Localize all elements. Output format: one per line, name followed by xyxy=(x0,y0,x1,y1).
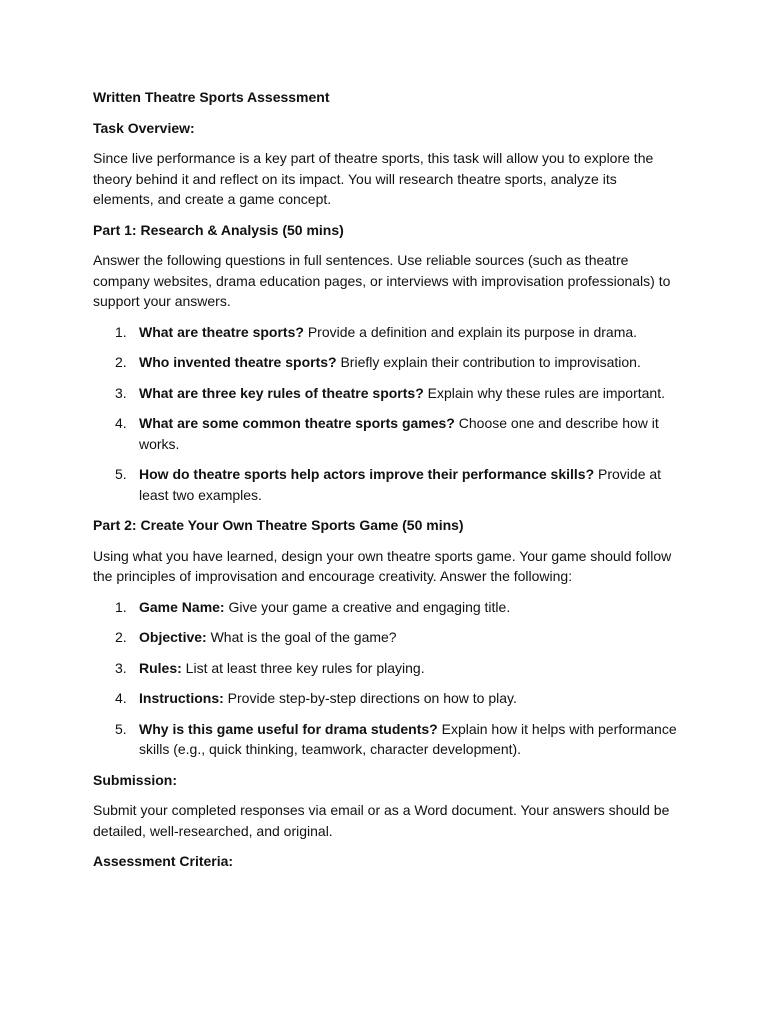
question-text: Give your game a creative and engaging title. xyxy=(224,598,511,615)
question-bold: Who invented theatre sports? xyxy=(139,354,337,370)
part1-heading: Part 1: Research & Analysis (50 mins) xyxy=(93,221,344,238)
task-overview-text: Since live performance is a key part of theatre sports, this task will allow you to explore the theory behind it and reflect on its impact. You will research theatre sports, analyze its elements, and create a game concept. xyxy=(93,150,654,207)
question-text: Provide at least two examples. xyxy=(139,466,662,503)
list-item xyxy=(93,597,678,618)
part2-heading: Part 2: Create Your Own Theatre Sports Game (50 mins) xyxy=(93,517,464,533)
part2-question-list xyxy=(93,597,678,760)
part2-intro: Using what you have learned, design your own theatre sports game. Your game should follow the principles of improvisation and encourage creativity. Answer the following: xyxy=(93,547,672,584)
list-number: 2. xyxy=(115,354,127,370)
list-item xyxy=(93,658,678,679)
question-bold: Why is this game useful for drama students? xyxy=(139,720,438,737)
question-text: Explain how it helps with performance skills (e.g., quick thinking, teamwork, character development). xyxy=(139,720,677,757)
list-number: 1. xyxy=(115,598,127,615)
list-number: 1. xyxy=(115,323,127,340)
list-number: 3. xyxy=(115,384,127,401)
question-text: What is the goal of the game? xyxy=(206,629,397,645)
question-bold: How do theatre sports help actors improve their performance skills? xyxy=(139,466,595,482)
question-bold: Rules: xyxy=(139,659,182,676)
list-item xyxy=(93,627,678,648)
list-number: 4. xyxy=(115,415,127,431)
submission-text: Submit your completed responses via email or as a Word document. Your answers should be detailed, well-researched, and original. xyxy=(93,802,670,839)
list-item xyxy=(93,413,678,454)
list-item xyxy=(93,719,678,760)
question-text: Provide a definition and explain its purpose in drama. xyxy=(303,323,638,340)
list-number: 5. xyxy=(115,466,127,482)
list-number: 2. xyxy=(115,629,127,645)
submission-heading: Submission: xyxy=(93,771,178,788)
task-overview-heading: Task Overview: xyxy=(93,119,195,136)
list-item xyxy=(93,688,678,709)
list-number: 3. xyxy=(115,659,127,676)
question-text: Choose one and describe how it works. xyxy=(139,415,659,452)
assessment-criteria-heading: Assessment Criteria: xyxy=(93,853,234,869)
question-text: List at least three key rules for playing. xyxy=(181,659,425,676)
list-item xyxy=(93,322,678,343)
list-item xyxy=(93,383,678,404)
part1-intro: Answer the following questions in full sentences. Use reliable sources (such as theatre company websites, drama education pages, or interviews with improvisation professionals) to support your answers. xyxy=(93,252,671,309)
document-title: Written Theatre Sports Assessment xyxy=(93,89,330,105)
question-text: Briefly explain their contribution to improvisation. xyxy=(336,354,641,370)
question-bold: Instructions: xyxy=(139,690,224,706)
question-text: Provide step-by-step directions on how to play. xyxy=(223,690,517,706)
list-number: 4. xyxy=(115,690,127,706)
question-bold: What are three key rules of theatre sports? xyxy=(139,384,424,401)
part1-question-list xyxy=(93,322,678,506)
list-item xyxy=(93,352,678,373)
question-text: Explain why these rules are important. xyxy=(423,384,665,401)
list-item xyxy=(93,464,678,505)
question-bold: What are theatre sports? xyxy=(139,323,304,340)
list-number: 5. xyxy=(115,720,127,737)
question-bold: What are some common theatre sports games? xyxy=(139,415,455,431)
question-bold: Objective: xyxy=(139,629,207,645)
question-bold: Game Name: xyxy=(139,598,225,615)
